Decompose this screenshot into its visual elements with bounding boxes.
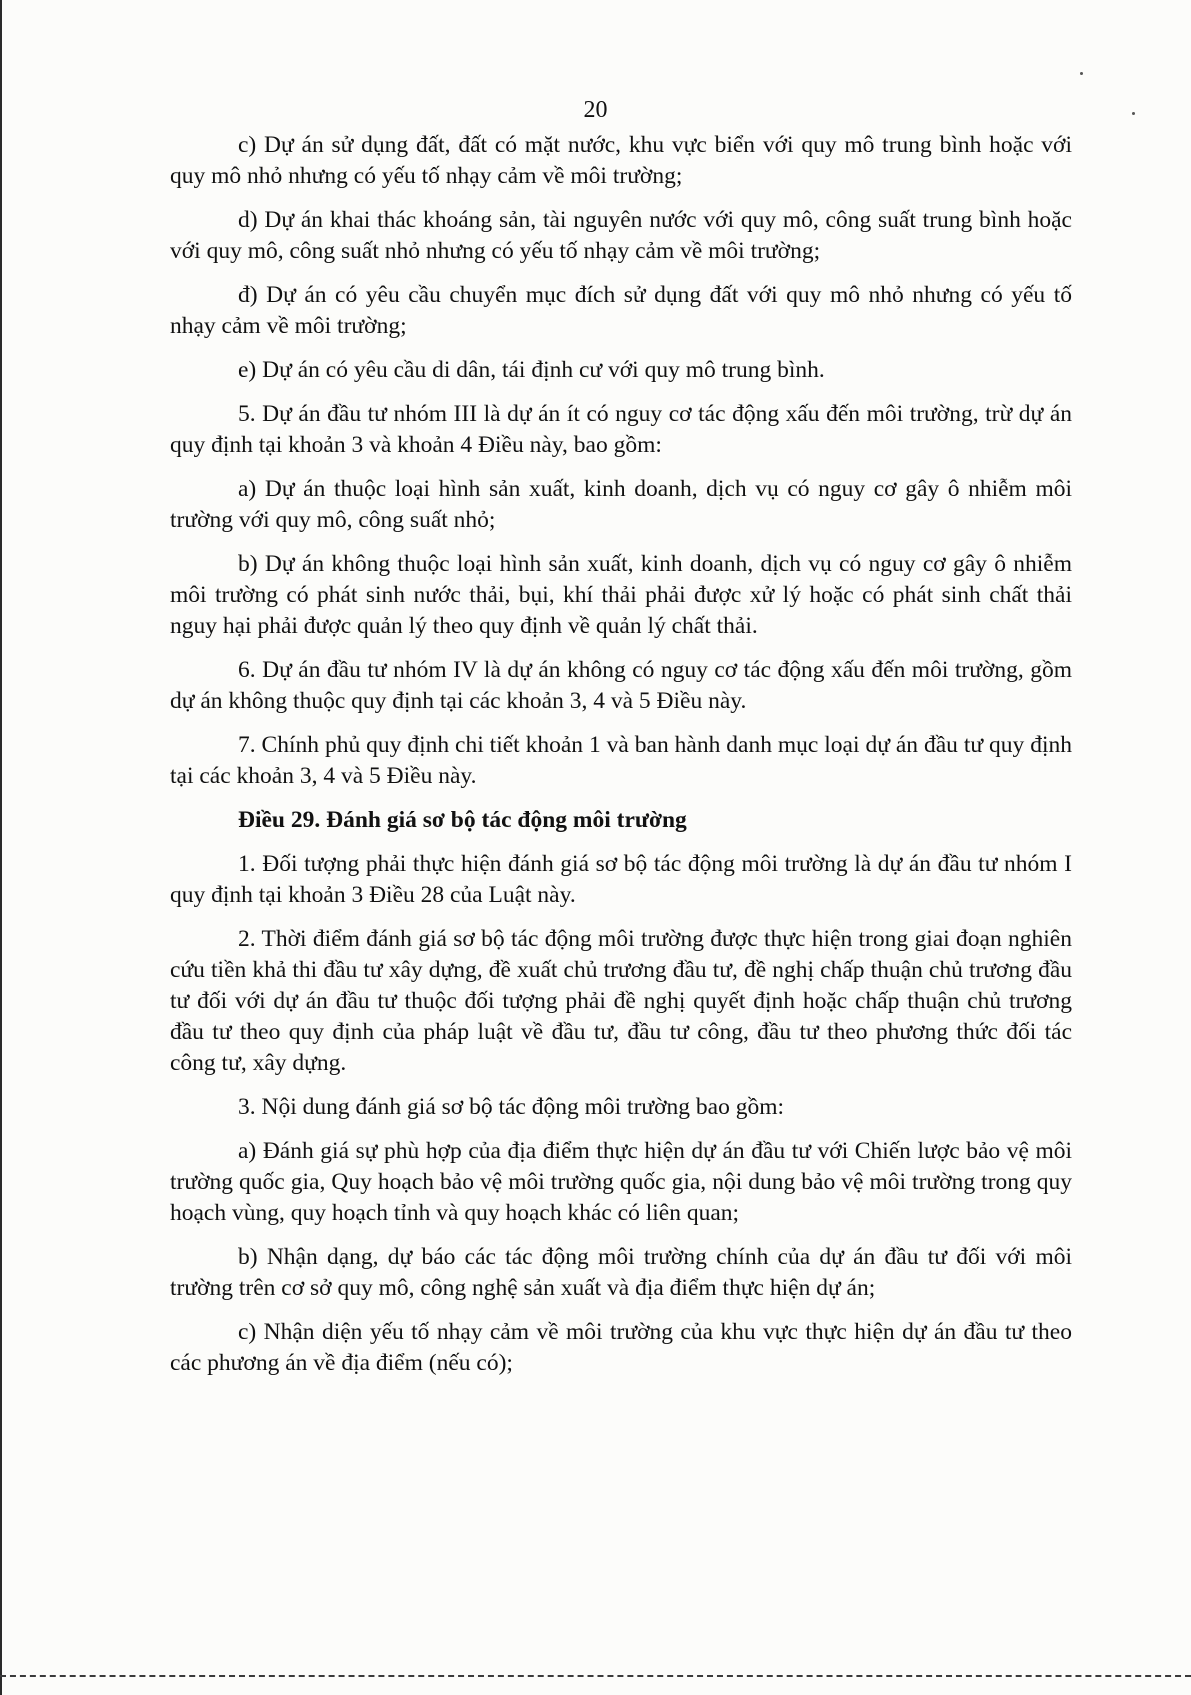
paragraph: b) Nhận dạng, dự báo các tác động môi trường chính của dự án đầu tư đối với môi trường trên cơ sở quy mô, công nghệ sản xuất và địa điểm thực hiện dự án; [170, 1244, 1072, 1301]
paragraph: a) Dự án thuộc loại hình sản xuất, kinh doanh, dịch vụ có nguy cơ gây ô nhiễm môi trường với quy mô, công suất nhỏ; [170, 476, 1072, 533]
paragraph: đ) Dự án có yêu cầu chuyển mục đích sử dụng đất với quy mô nhỏ nhưng có yếu tố nhạy cảm về môi trường; [170, 282, 1072, 339]
scan-border-bottom [0, 1675, 1191, 1677]
paragraph: e) Dự án có yêu cầu di dân, tái định cư với quy mô trung bình. [238, 357, 825, 383]
paragraph: 6. Dự án đầu tư nhóm IV là dự án không có nguy cơ tác động xấu đến môi trường, gồm dự án không thuộc quy định tại các khoản 3, 4 và 5 Điều này. [170, 657, 1072, 714]
scan-speck [1080, 72, 1083, 75]
paragraph: c) Nhận diện yếu tố nhạy cảm về môi trường của khu vực thực hiện dự án đầu tư theo các phương án về địa điểm (nếu có); [170, 1319, 1072, 1376]
paragraph: 5. Dự án đầu tư nhóm III là dự án ít có nguy cơ tác động xấu đến môi trường, trừ dự án quy định tại khoản 3 và khoản 4 Điều này, bao gồm: [170, 401, 1072, 458]
paragraph: 1. Đối tượng phải thực hiện đánh giá sơ bộ tác động môi trường là dự án đầu tư nhóm I quy định tại khoản 3 Điều 28 của Luật này. [170, 851, 1072, 908]
paragraph: 3. Nội dung đánh giá sơ bộ tác động môi trường bao gồm: [238, 1094, 785, 1120]
paragraph: b) Dự án không thuộc loại hình sản xuất, kinh doanh, dịch vụ có nguy cơ gây ô nhiễm môi trường có phát sinh nước thải, bụi, khí thải phải được xử lý hoặc có phát sinh chất thải nguy hại phải được quản lý theo quy định về quản lý chất thải. [170, 551, 1072, 639]
scan-border-left [0, 0, 2, 1695]
paragraph: 7. Chính phủ quy định chi tiết khoản 1 và ban hành danh mục loại dự án đầu tư quy định tại các khoản 3, 4 và 5 Điều này. [170, 732, 1072, 789]
document-body [170, 130, 1072, 1392]
paragraph: a) Đánh giá sự phù hợp của địa điểm thực hiện dự án đầu tư với Chiến lược bảo vệ môi trường quốc gia, Quy hoạch bảo vệ môi trường quốc gia, nội dung bảo vệ môi trường trong quy hoạch vùng, quy hoạch tỉnh và quy hoạch khác có liên quan; [170, 1138, 1072, 1226]
article-heading: Điều 29. Đánh giá sơ bộ tác động môi trường [238, 807, 687, 833]
paragraph: c) Dự án sử dụng đất, đất có mặt nước, khu vực biển với quy mô trung bình hoặc với quy mô nhỏ nhưng có yếu tố nhạy cảm về môi trường; [170, 132, 1072, 189]
paragraph: 2. Thời điểm đánh giá sơ bộ tác động môi trường được thực hiện trong giai đoạn nghiên cứu tiền khả thi đầu tư xây dựng, đề xuất chủ trương đầu tư, đề nghị chấp thuận chủ trương đầu tư đối với dự án đầu tư thuộc đối tượng phải đề nghị quyết định hoặc chấp thuận chủ trương đầu tư theo quy định của pháp luật về đầu tư, đầu tư công, đầu tư theo phương thức đối tác công tư, xây dựng. [170, 926, 1072, 1076]
paragraph: d) Dự án khai thác khoáng sản, tài nguyên nước với quy mô, công suất trung bình hoặc với quy mô, công suất nhỏ nhưng có yếu tố nhạy cảm về môi trường; [170, 207, 1072, 264]
page-number: 20 [583, 97, 608, 123]
